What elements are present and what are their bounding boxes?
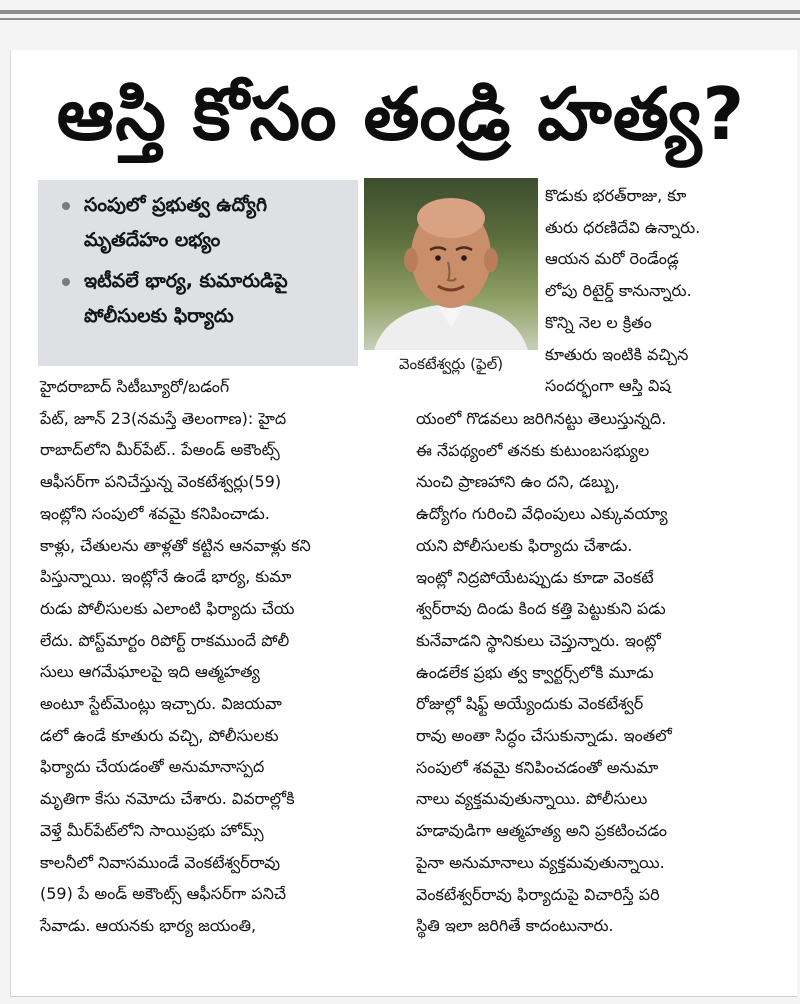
article-line: నుంచి ప్రాణహాని ఉం దని, డబ్బు, [416,472,620,492]
article-line: హడావుడిగా ఆత్మహత్య అని ప్రకటించడం [416,821,668,841]
highlight-line: సంపులో ప్రభుత్వ ఉద్యోగి [84,194,268,216]
article-line: నాలు వ్యక్తమవుతున్నాయి. పోలీసులు [416,789,648,809]
bullet-icon [62,278,70,286]
article-line: ఇంట్లోని సంపులో శవమై కనిపించాడు. [40,503,270,523]
highlight-item [62,264,352,334]
portrait-photo [364,178,538,350]
article-line: రావు అంతా సిద్ధం చేసుకున్నాడు. ఇంతలో [416,726,672,746]
article-line: కాలనీలో నివాసముండే వెంకటేశ్వర్‌రావు [40,852,281,872]
article-line: రాబాద్‌లోని మీర్‌పేట్.. పేఅండ్ అకౌంట్స్ [40,440,280,460]
article-line: సందర్భంగా ఆస్తి విష [545,376,671,396]
article-line: యని పోలీసులకు ఫిర్యాదు చేశాడు. [416,535,633,555]
top-rule-thick [0,10,800,14]
article-line: ఉద్యోగం గురించి వేధింపులు ఎక్కువయ్యా [416,504,668,524]
article-line: ఆఫీసర్‌గా పనిచేస్తున్న వెంకటేశ్వర్లు(59) [40,472,282,492]
article-line: స్థితి ఇలా జరిగితే కాదంటునారు. [416,916,614,936]
top-rule-thin [0,18,800,20]
article-line: వెంకటేశ్వర్‌రావు ఫిర్యాదుపై విచారిస్తే పరి [416,884,660,904]
article-line: సంపులో శవమై కనిపించడంతో అనుమా [416,757,659,777]
article-column-left [40,371,392,942]
article-line: డలో ఉండే కూతురు వచ్చి, పోలీసులకు [40,725,279,745]
highlight-line: మృతదేహం లభ్యం [84,229,221,251]
article-line: కాళ్లు, చేతులను తాళ్లతో కట్టిన ఆనవాళ్లు కని [40,535,311,555]
highlight-item [62,188,352,258]
article-line: లేదు. పోస్ట్‌మార్టం రిపోర్ట్ రాకముందే పోలీ [40,630,290,650]
article-line: యంలో గొడవలు జరిగినట్టు తెలుస్తున్నది. [416,409,667,428]
article-line: పైనా అనుమానాలు వ్యక్తమవుతున్నాయి. [416,852,665,872]
headline: ఆస్తి కోసం తండ్రి హత్య? [56,72,746,156]
article-line: ఇంట్లో నిద్రపోయేటప్పుడు కూడా వెంకటే [416,567,654,587]
article-line: మృతిగా కేసు నమోదు చేశారు. వివరాల్లోకి [40,789,295,809]
article-line: అంటూ స్టేట్‌మెంట్లు ఇచ్చారు. విజయవా [40,694,282,714]
article-line: (59) పే అండ్ అకౌంట్స్ ఆఫీసర్‌గా పనిచే [40,884,287,904]
article-line: ఈ నేపథ్యంలో తనకు కుటుంబసభ్యుల [416,440,650,460]
article-line: రోజుల్లో షిఫ్ట్ అయ్యేందుకు వెంకటేశ్వర్ [416,694,644,714]
article-line: ఆయన మరో రెండేండ్ల [545,249,679,269]
article-line: ఫిర్యాదు చేయడంతో అనుమానాస్పద [40,757,265,777]
article-line: రుడు పోలీసులకు ఎలాంటి ఫిర్యాదు చేయ [40,598,295,618]
highlight-line: పోలీసులకు ఫిర్యాదు [84,305,234,327]
article-line: కొన్ని నెల ల క్రితం [545,312,652,332]
highlights-box [38,180,358,366]
article-line: సులు ఆగమేఘాలపై ఇది ఆత్మహత్య [40,662,260,682]
article-line: సేవాడు. ఆయనకు భార్య జయంతి, [40,915,257,935]
article-line: కొడుకు భరత్‌రాజు, కూ [545,186,687,205]
article-column-right [416,403,776,942]
photo-caption: వెంకటేశ్వర్లు (ఫైల్) [364,350,538,378]
article-line: హైదరాబాద్ సిటీబ్యూరో/బడంగ్ [40,377,230,396]
article-line: శ్వర్‌రావు దిండు కింద కత్తి పెట్టుకుని పడు [416,599,666,619]
article-line: లోపు రిటైర్డ్ కానున్నారు. [545,281,692,301]
article-line: కూతురు ఇంటికి వచ్చిన [545,344,689,364]
highlight-line: ఇటీవలే భార్య, కుమారుడిపై [84,270,288,292]
article-line: పేట్, జూన్ 23(నమస్తే తెలంగాణ): హైద [40,408,287,428]
article-column-right-top [545,180,770,402]
article-line: కునేవాడని స్థానికులు చెప్తున్నారు. ఇంట్లో [416,630,661,650]
article-line: వెళ్తే మీర్‌పేట్‌లోని సాయిప్రభు హోమ్స్ [40,820,264,840]
article-line: పిస్తున్నాయి. ఇంట్లోనే ఉండే భార్య, కుమా [40,567,292,587]
article-line: తురు ధరణిదేవి ఉన్నారు. [545,217,701,237]
article-line: ఉండలేక ప్రభు త్వ క్వార్టర్స్‌లోకి మూడు [416,662,654,682]
bullet-icon [62,202,70,210]
